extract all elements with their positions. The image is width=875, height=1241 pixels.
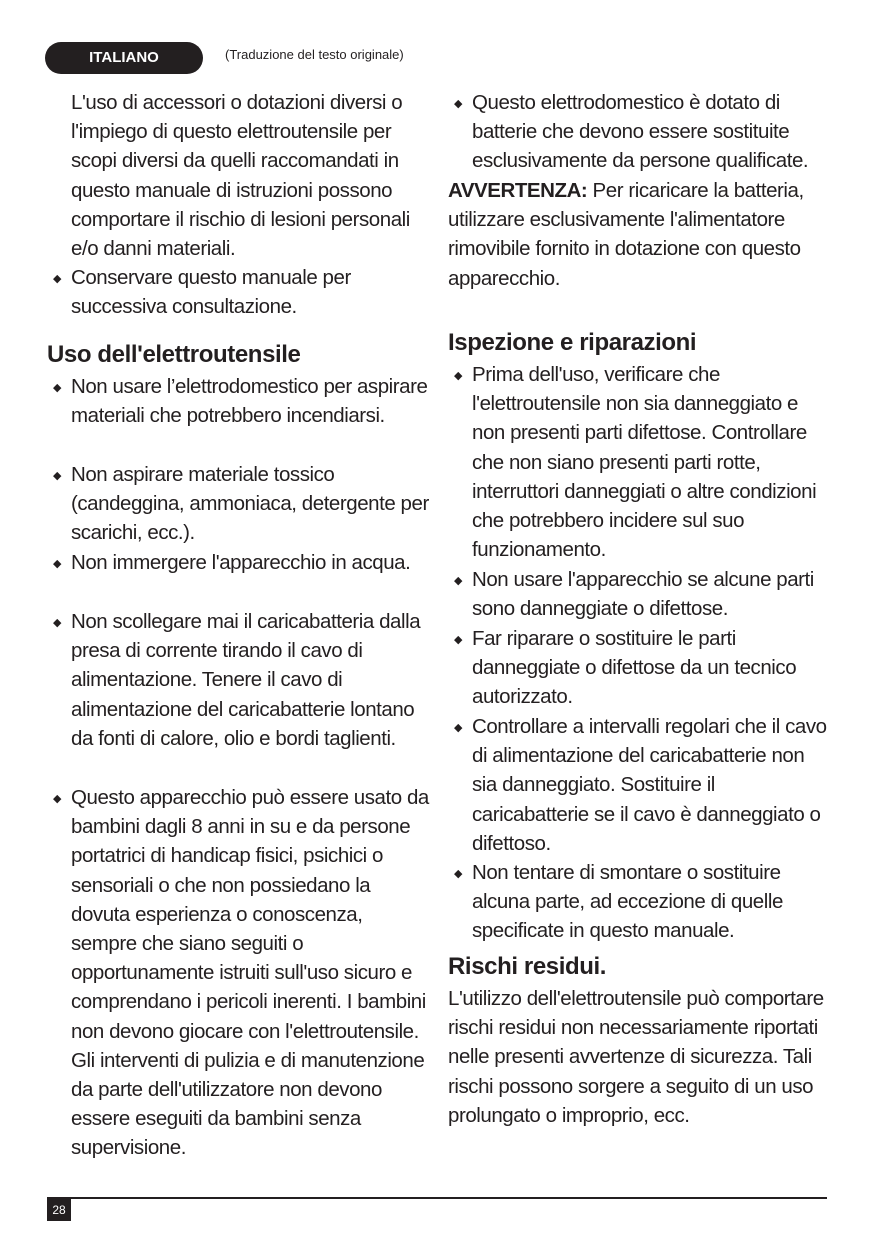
intro-paragraph: L'uso di accessori o dotazioni diversi o l'impiego di questo elettroutensile per scopi diversi da quelli raccomandati in questo manuale di istruzioni possono comportare il rischio di lesioni personali e/o danni materiali.	[71, 91, 410, 261]
diamond-bullet-icon: ◆	[454, 868, 463, 880]
list-item-text: Non aspirare materiale tossico (candeggina, ammoniaca, detergente per scarichi, ecc.).	[71, 463, 429, 545]
diamond-bullet-icon: ◆	[53, 617, 62, 629]
diamond-bullet-icon: ◆	[454, 634, 463, 646]
list-item-text: Non usare l'apparecchio se alcune parti sono danneggiate o difettose.	[472, 568, 814, 621]
list-item-text: Controllare a intervalli regolari che il cavo di alimentazione del caricabatterie non sia danneggiato. Sostituire il caricabatterie se il cavo è danneggiato o difettoso.	[472, 715, 827, 855]
list-item-text: Far riparare o sostituire le parti danneggiate o difettose da un tecnico autorizzato.	[472, 627, 797, 709]
warning-text: Per ricaricare la batteria, utilizzare esclusivamente l'alimentatore rimovibile fornito in dotazione con questo apparecchio.	[448, 179, 804, 290]
section-heading: Ispezione e riparazioni	[448, 329, 697, 356]
right-column	[448, 88, 833, 1127]
list-item	[448, 565, 833, 624]
list-item	[448, 858, 833, 946]
list-item-text: Conservare questo manuale per successiva consultazione.	[71, 266, 351, 319]
language-badge: ITALIANO	[45, 42, 203, 74]
list-item	[47, 372, 429, 460]
footer-divider	[47, 1197, 827, 1199]
diamond-bullet-icon: ◆	[53, 793, 62, 805]
list-item	[47, 607, 429, 783]
list-item	[448, 88, 833, 176]
list-item-text: Non immergere l'apparecchio in acqua.	[71, 551, 411, 574]
page-number: 28	[47, 1199, 71, 1221]
list-item-text: Non usare l’elettrodomestico per aspirare materiali che potrebbero incendiarsi.	[71, 375, 428, 428]
section-heading: Uso dell'elettroutensile	[47, 341, 301, 368]
list-item-text: Questo elettrodomestico è dotato di batterie che devono essere sostituite esclusivamente da persone qualificate.	[472, 91, 809, 173]
list-item-text: Prima dell'uso, verificare che l'elettroutensile non sia danneggiato e non presenti parti difettose. Controllare che non siano presenti parti rotte, interruttori danneggiati o altre condizioni che potrebbero incidere sul suo funzionamento.	[472, 363, 817, 562]
list-item	[448, 624, 833, 712]
list-item-text: Non tentare di smontare o sostituire alcuna parte, ad eccezione di quelle specificate in questo manuale.	[472, 861, 783, 943]
diamond-bullet-icon: ◆	[53, 382, 62, 394]
diamond-bullet-icon: ◆	[454, 370, 463, 382]
warning-paragraph	[448, 176, 833, 293]
list-item	[47, 548, 429, 607]
diamond-bullet-icon: ◆	[53, 558, 62, 570]
list-item	[47, 263, 429, 322]
diamond-bullet-icon: ◆	[53, 470, 62, 482]
list-item	[47, 783, 429, 1163]
diamond-bullet-icon: ◆	[53, 273, 62, 285]
list-item	[47, 460, 429, 548]
diamond-bullet-icon: ◆	[454, 722, 463, 734]
section-heading: Rischi residui.	[448, 953, 607, 980]
list-item-text: Non scollegare mai il caricabatteria dalla presa di corrente tirando il cavo di alimentazione. Tenere il cavo di alimentazione del caricabatterie lontano da fonti di calore, olio e bordi taglienti.	[71, 610, 421, 750]
list-item	[448, 712, 833, 858]
inspection-list	[448, 360, 833, 946]
diamond-bullet-icon: ◆	[454, 575, 463, 587]
residual-paragraph: L'utilizzo dell'elettroutensile può comportare rischi residui non necessariamente riportati nelle presenti avvertenze di sicurezza. Tali rischi possono sorgere a seguito di un uso prolungato o improprio, ecc.	[448, 987, 824, 1127]
diamond-bullet-icon: ◆	[454, 98, 463, 110]
warning-label: AVVERTENZA:	[448, 179, 588, 202]
usage-list	[47, 372, 429, 1163]
left-column	[47, 88, 429, 1160]
translation-note: (Traduzione del testo originale)	[225, 47, 404, 62]
list-item-text: Questo apparecchio può essere usato da bambini dagli 8 anni in su e da persone portatrici di handicap fisici, psichici o sensoriali o che non possiedano la dovuta esperienza o conoscenza, sempre che siano seguiti o opportunamente istruiti sull'uso sicuro e comprendano i pericoli inerenti. I bambini non devono giocare con l'elettroutensile. Gli interventi di pulizia e di manutenzione da parte dell'utilizzatore non devono essere eseguiti da bambini senza supervisione.	[71, 786, 429, 1160]
list-item	[448, 360, 833, 565]
